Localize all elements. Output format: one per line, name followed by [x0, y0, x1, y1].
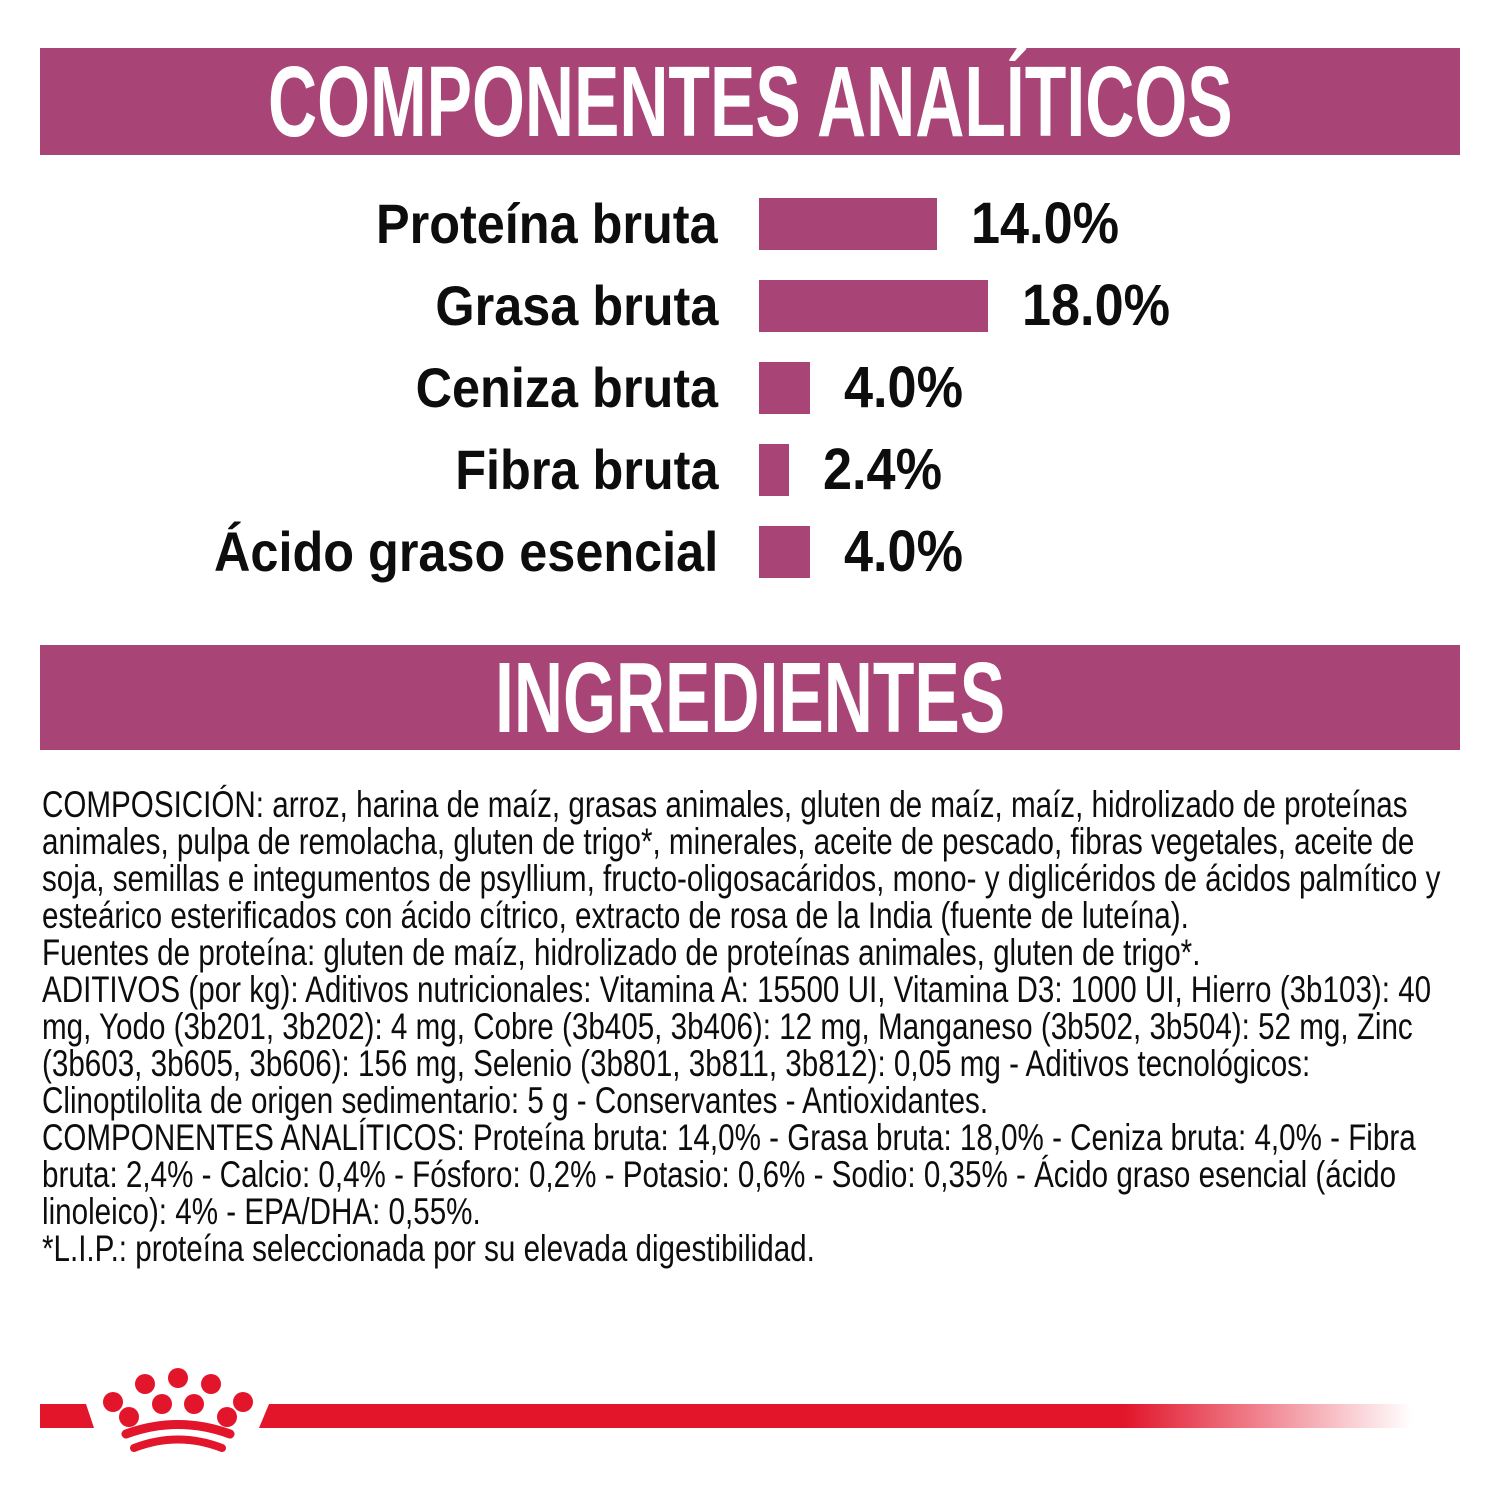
- chart-category-label: Grasa bruta: [435, 274, 718, 337]
- chart-value-label: 14.0%: [971, 191, 1120, 256]
- analytical-components-chart: [0, 190, 1500, 590]
- protein-sources-paragraph: Fuentes de proteína: gluten de maíz, hidrolizado de proteínas animales, gluten de trigo*.: [42, 932, 1201, 973]
- chart-category-label: Fibra bruta: [454, 438, 718, 501]
- chart-bar: [759, 280, 988, 332]
- chart-value-label: 2.4%: [823, 437, 942, 502]
- chart-value-label: 4.0%: [844, 355, 963, 420]
- chart-row: [0, 273, 1500, 338]
- chart-category-label: Ceniza bruta: [415, 356, 718, 419]
- brand-line-left-segment: [40, 1404, 94, 1428]
- brand-line-right-segment: [259, 1404, 1460, 1428]
- section-title-ingredients: INGREDIENTES: [494, 641, 1006, 754]
- ingredients-text-block: [42, 786, 1462, 1267]
- chart-row: [0, 355, 1500, 420]
- composition-paragraph: COMPOSICIÓN: arroz, harina de maíz, grasas animales, gluten de maíz, maíz, hidrolizado de proteínas animales, pulpa de remolacha, gluten de trigo*, minerales, aceite de pescado, fibras vegetales, aceite de soja, semillas e integumentos de psyllium, fructo-oligosacáridos, mono- y diglicéridos de ácidos palmítico y esteárico esterificados con ácido cítrico, extracto de rosa de la India (fuente de luteína).: [42, 784, 1441, 936]
- chart-category-label: Ácido graso esencial: [213, 520, 718, 583]
- chart-value-label: 18.0%: [1022, 273, 1171, 338]
- chart-bar: [759, 362, 810, 414]
- chart-bar: [759, 198, 937, 250]
- analytical-components-paragraph: COMPONENTES ANALÍTICOS: Proteína bruta: 14,0% - Grasa bruta: 18,0% - Ceniza bruta: 4,0% - Fibra bruta: 2,4% - Calcio: 0,4% - Fósforo: 0,2% - Potasio: 0,6% - Sodio: 0,35% - Ácido graso esencial (ácido linoleico): 4% - EPA/DHA: 0,55%.: [42, 1117, 1416, 1232]
- chart-bar: [759, 444, 789, 496]
- lip-footnote: *L.I.P.: proteína seleccionada por su elevada digestibilidad.: [42, 1228, 815, 1269]
- section-title-analytical-components: COMPONENTES ANALÍTICOS: [267, 45, 1233, 158]
- chart-category-label: Proteína bruta: [376, 192, 718, 255]
- chart-row: [0, 519, 1500, 584]
- section-header-ingredients: [40, 641, 1460, 754]
- additives-paragraph: ADITIVOS (por kg): Aditivos nutricionales: Vitamina A: 15500 UI, Vitamina D3: 1000 UI, Hierro (3b103): 40 mg, Yodo (3b201, 3b202): 4 mg, Cobre (3b405, 3b406): 12 mg, Manganeso (3b502, 3b504): 52 mg, Zinc (3b603, 3b605, 3b606): 156 mg, Selenio (3b801, 3b811, 3b812): 0,05 mg - Aditivos tecnológicos: Clinoptilolita de origen sedimentario: 5 g - Conservantes - Antioxidantes.: [42, 969, 1432, 1121]
- royal-canin-crown-icon: [102, 1368, 254, 1460]
- chart-value-label: 4.0%: [844, 519, 963, 584]
- section-header-analytical-components: [40, 45, 1460, 158]
- chart-row: [0, 191, 1500, 256]
- chart-bar: [759, 526, 810, 578]
- chart-row: [0, 437, 1500, 502]
